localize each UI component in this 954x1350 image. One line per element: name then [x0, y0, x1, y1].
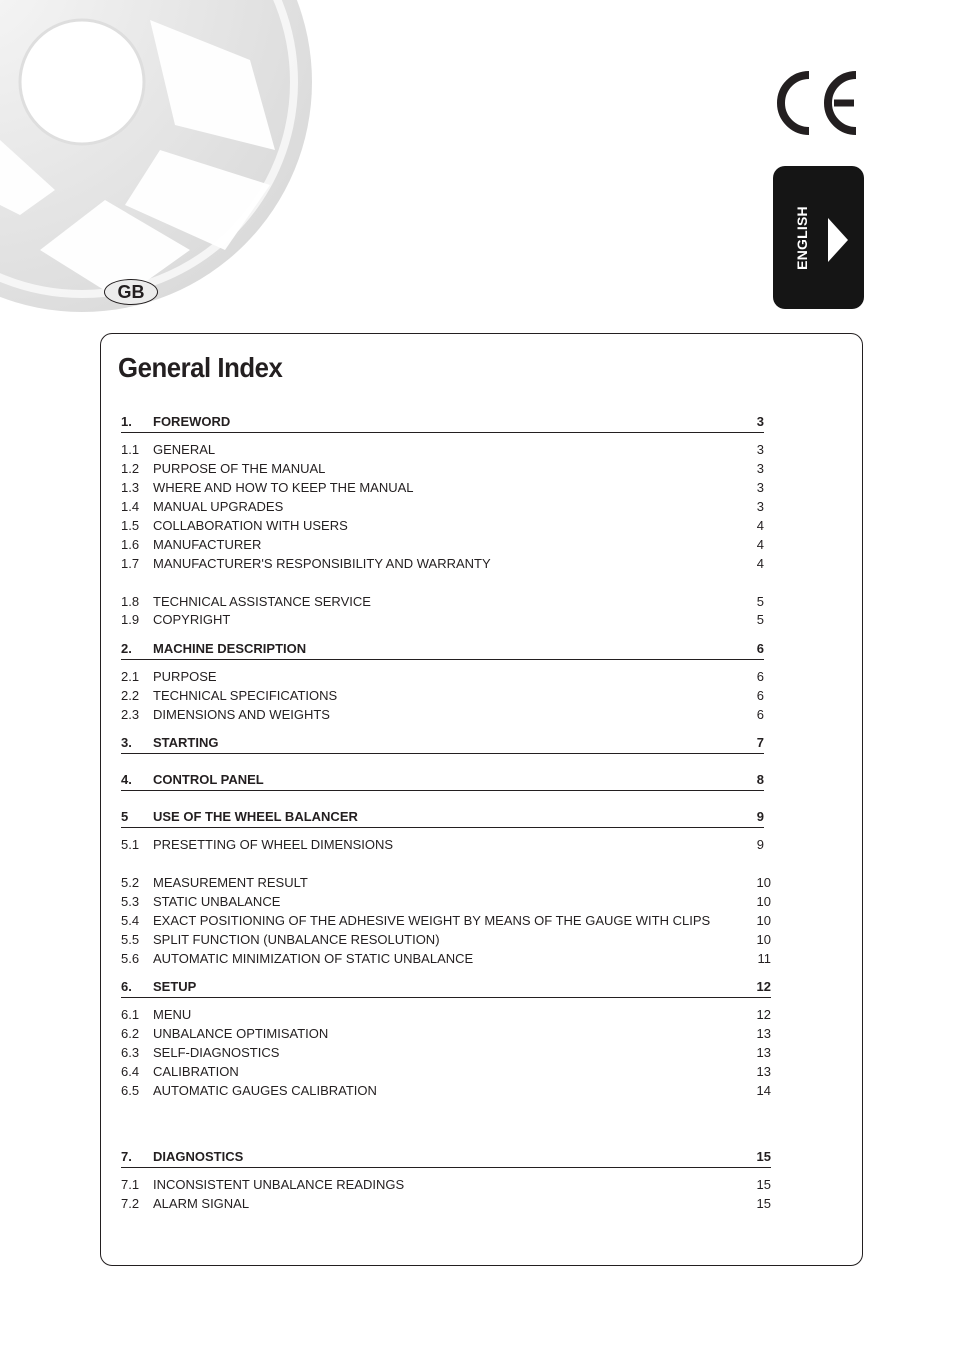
index-section-row: [121, 733, 764, 754]
index-entry-label: STARTING: [153, 735, 219, 750]
page-title: General Index: [118, 352, 283, 383]
index-entry-number: 2.2: [121, 688, 140, 703]
index-entry-page: 6: [756, 688, 764, 703]
index-entry-number: 1.3: [121, 480, 140, 495]
index-entry-page: 5: [756, 594, 764, 609]
index-entry-number: 1.: [121, 414, 132, 429]
index-entry-label: UNBALANCE OPTIMISATION: [153, 1026, 329, 1041]
index-section-row: [121, 1147, 771, 1168]
index-entry-number: 1.6: [121, 537, 140, 552]
index-entry-page: 6: [756, 669, 764, 684]
index-entry-number: 7.2: [121, 1196, 140, 1211]
gb-country-badge: GB: [104, 279, 158, 305]
index-entry-label: MACHINE DESCRIPTION: [153, 641, 307, 656]
index-entry-label: TECHNICAL ASSISTANCE SERVICE: [153, 594, 371, 609]
index-entry-number: 7.: [121, 1149, 132, 1164]
index-entry-label: ALARM SIGNAL: [153, 1196, 250, 1211]
index-entry-label: STATIC UNBALANCE: [153, 894, 281, 909]
index-entry-row: [121, 835, 764, 854]
index-entry-row: [121, 610, 764, 629]
index-entry-page: 10: [756, 875, 771, 890]
index-section-row: [121, 977, 771, 998]
index-entry-row: [121, 592, 764, 611]
index-entry-row: [121, 892, 771, 911]
index-entry-number: 7.1: [121, 1177, 140, 1192]
index-entry-row: [121, 478, 764, 497]
ce-mark-icon: [776, 70, 860, 136]
index-entry-page: 11: [757, 951, 771, 966]
index-entry-page: 4: [756, 518, 764, 533]
index-entry-row: [121, 705, 764, 724]
index-section-row: [121, 807, 764, 828]
index-entry-label: COLLABORATION WITH USERS: [153, 518, 348, 533]
index-entry-page: 3: [756, 414, 764, 429]
index-entry-page: 13: [756, 1045, 771, 1060]
index-entry-label: COPYRIGHT: [153, 612, 231, 627]
index-entry-page: 10: [756, 913, 771, 928]
index-entry-page: 12: [756, 1007, 771, 1022]
index-entry-row: [121, 1043, 771, 1062]
index-entry-number: 5.5: [121, 932, 140, 947]
index-entry-label: SETUP: [153, 979, 197, 994]
index-entry-page: 6: [756, 707, 764, 722]
index-entry-page: 15: [756, 1196, 771, 1211]
index-entry-row: [121, 497, 764, 516]
index-entry-number: 5.3: [121, 894, 140, 909]
index-entry-page: 3: [756, 442, 764, 457]
index-entry-row: [121, 1005, 771, 1024]
index-entry-label: CALIBRATION: [153, 1064, 239, 1079]
index-entry-page: 6: [756, 641, 764, 656]
index-entry-page: 13: [756, 1026, 771, 1041]
index-entry-label: EXACT POSITIONING OF THE ADHESIVE WEIGHT BY MEANS OF THE GAUGE WITH CLIPS: [153, 913, 711, 928]
index-entry-number: 3.: [121, 735, 132, 750]
index-entry-number: 6.4: [121, 1064, 140, 1079]
index-entry-number: 4.: [121, 772, 132, 787]
index-entry-page: 3: [756, 480, 764, 495]
index-entry-number: 1.9: [121, 612, 140, 627]
index-entry-label: MANUFACTURER'S RESPONSIBILITY AND WARRANTY: [153, 556, 491, 571]
index-entry-number: 5.1: [121, 837, 140, 852]
index-entry-page: 9: [756, 809, 764, 824]
index-entry-number: 5: [121, 809, 129, 824]
index-entry-page: 7: [756, 735, 764, 750]
index-entry-page: 4: [756, 556, 764, 571]
index-entry-number: 1.2: [121, 461, 140, 476]
play-arrow-icon: [826, 216, 850, 264]
index-entry-number: 5.6: [121, 951, 140, 966]
index-entry-page: 4: [756, 537, 764, 552]
index-entry-row: [121, 516, 764, 535]
index-section-row: [121, 639, 764, 660]
index-section-row: [121, 770, 764, 791]
index-entry-page: 12: [756, 979, 771, 994]
index-entry-number: 1.7: [121, 556, 140, 571]
index-entry-number: 1.8: [121, 594, 140, 609]
index-entry-number: 5.2: [121, 875, 140, 890]
index-section-row: [121, 412, 764, 433]
index-entry-number: 2.1: [121, 669, 140, 684]
index-entry-label: MENU: [153, 1007, 192, 1022]
index-entry-row: [121, 930, 771, 949]
index-entry-label: MEASUREMENT RESULT: [153, 875, 308, 890]
index-entry-label: AUTOMATIC MINIMIZATION OF STATIC UNBALANCE: [153, 951, 474, 966]
index-entry-row: [121, 459, 764, 478]
index-entry-row: [121, 686, 764, 705]
index-entry-label: SPLIT FUNCTION (UNBALANCE RESOLUTION): [153, 932, 440, 947]
index-entry-row: [121, 1024, 771, 1043]
index-entry-label: MANUAL UPGRADES: [153, 499, 284, 514]
index-entry-row: [121, 440, 764, 459]
index-entry-page: 10: [756, 894, 771, 909]
index-entry-label: TECHNICAL SPECIFICATIONS: [153, 688, 338, 703]
index-entry-number: 6.3: [121, 1045, 140, 1060]
index-entry-row: [121, 1062, 771, 1081]
index-entry-row: [121, 535, 764, 554]
index-entry-page: 3: [756, 461, 764, 476]
index-entry-row: [121, 949, 771, 968]
index-entry-number: 6.: [121, 979, 132, 994]
index-entry-row: [121, 911, 771, 930]
index-entry-row: [121, 1175, 771, 1194]
index-entry-label: INCONSISTENT UNBALANCE READINGS: [153, 1177, 405, 1192]
index-entry-label: USE OF THE WHEEL BALANCER: [153, 809, 358, 824]
index-entry-number: 6.2: [121, 1026, 140, 1041]
wheel-rim-graphic: [0, 0, 330, 330]
index-entry-label: GENERAL: [153, 442, 216, 457]
index-entry-label: PRESETTING OF WHEEL DIMENSIONS: [153, 837, 394, 852]
index-entry-page: 8: [756, 772, 764, 787]
index-entry-page: 15: [756, 1177, 771, 1192]
index-entry-label: AUTOMATIC GAUGES CALIBRATION: [153, 1083, 377, 1098]
index-entry-number: 2.3: [121, 707, 140, 722]
language-tab-label: ENGLISH: [794, 206, 810, 270]
index-entry-number: 1.4: [121, 499, 140, 514]
index-entry-number: 6.5: [121, 1083, 140, 1098]
index-entry-page: 15: [756, 1149, 771, 1164]
index-entry-number: 2.: [121, 641, 132, 656]
index-entry-row: [121, 1194, 771, 1213]
index-entry-label: CONTROL PANEL: [153, 772, 264, 787]
index-entry-row: [121, 1081, 771, 1100]
index-entry-label: DIAGNOSTICS: [153, 1149, 244, 1164]
index-entry-label: FOREWORD: [153, 414, 231, 429]
index-entry-row: [121, 554, 764, 573]
index-entry-page: 9: [756, 837, 764, 852]
index-entry-label: DIMENSIONS AND WEIGHTS: [153, 707, 330, 722]
index-entry-page: 10: [756, 932, 771, 947]
index-entry-label: SELF-DIAGNOSTICS: [153, 1045, 280, 1060]
index-entry-label: WHERE AND HOW TO KEEP THE MANUAL: [153, 480, 414, 495]
index-entry-page: 5: [756, 612, 764, 627]
index-entry-page: 14: [756, 1083, 771, 1098]
index-entry-number: 6.1: [121, 1007, 140, 1022]
index-entry-page: 13: [756, 1064, 771, 1079]
index-entry-row: [121, 667, 764, 686]
index-entry-number: 1.5: [121, 518, 140, 533]
index-entry-label: PURPOSE: [153, 669, 217, 684]
index-entry-label: PURPOSE OF THE MANUAL: [153, 461, 326, 476]
index-entry-label: MANUFACTURER: [153, 537, 262, 552]
index-entry-page: 3: [756, 499, 764, 514]
index-entry-row: [121, 873, 771, 892]
index-entry-number: 1.1: [121, 442, 140, 457]
language-tab: [773, 166, 864, 309]
index-entry-number: 5.4: [121, 913, 140, 928]
